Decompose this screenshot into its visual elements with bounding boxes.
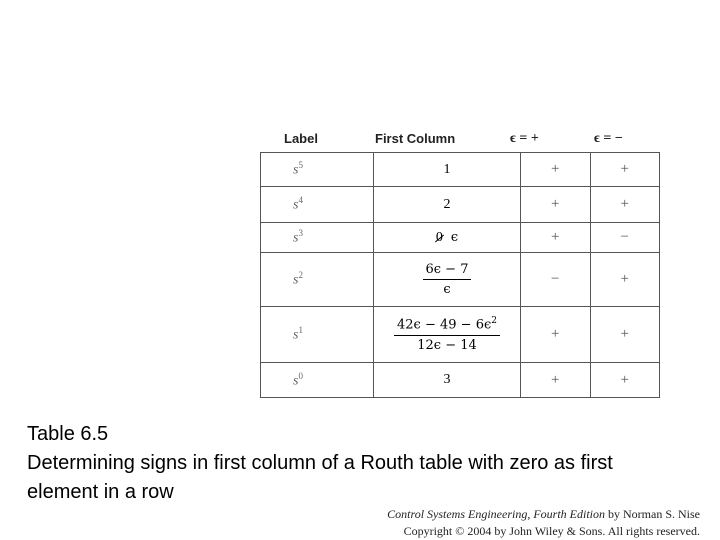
table-row [261, 187, 660, 223]
sign-negative-cell: + [590, 253, 660, 307]
row-label: $s^4$ [261, 187, 374, 223]
row-label: $s^1$ [261, 307, 374, 363]
first-column-cell [374, 307, 521, 363]
sign-positive-cell: + [521, 153, 591, 187]
sign-negative-cell: + [590, 187, 660, 223]
header-epsilon-positive: ϵ = + [510, 131, 539, 146]
routh-table [260, 152, 660, 398]
book-title: Control Systems Engineering, Fourth Edition [387, 507, 605, 521]
sign-negative-cell: + [590, 153, 660, 187]
table-row [261, 223, 660, 253]
row-label: $s^0$ [261, 363, 374, 398]
header-first-column: First Column [375, 131, 456, 146]
sign-positive-cell: + [521, 187, 591, 223]
first-column-cell: 2 [374, 187, 521, 223]
table-row [261, 363, 660, 398]
row-label: $s^3$ [261, 223, 374, 253]
row-label: $s^5$ [261, 153, 374, 187]
struck-zero: 0 [435, 229, 443, 245]
book-author: by Norman S. Nise [605, 507, 700, 521]
epsilon-value: ϵ [450, 229, 459, 245]
fraction [394, 316, 500, 352]
copyright-credits [387, 506, 700, 540]
header-epsilon-negative: ϵ = − [594, 131, 623, 146]
fraction [423, 262, 472, 297]
caption-text: Determining signs in first column of a Routh table with zero as first element in a row [27, 452, 613, 503]
sign-positive-cell: + [521, 223, 591, 253]
table-row [261, 307, 660, 363]
table-caption [27, 420, 667, 507]
sign-negative-cell: − [590, 223, 660, 253]
first-column-cell [374, 223, 521, 253]
copyright-line: Copyright © 2004 by John Wiley & Sons. All rights reserved. [403, 524, 700, 538]
fraction-numerator: 6ϵ − 7 [423, 262, 472, 280]
fraction-denominator: ϵ [443, 282, 451, 297]
first-column-cell: 1 [374, 153, 521, 187]
header-label: Label [284, 131, 318, 146]
fraction-numerator: $42\epsilon - 49 - 6\epsilon^2$ [394, 316, 500, 335]
first-column-cell: 3 [374, 363, 521, 398]
sign-positive-cell: + [521, 307, 591, 363]
caption-title: Table 6.5 [27, 423, 109, 445]
sign-negative-cell: + [590, 307, 660, 363]
fraction-denominator: 12ϵ − 14 [417, 337, 477, 353]
book-credit [387, 506, 700, 523]
sign-negative-cell: + [590, 363, 660, 398]
sign-positive-cell: + [521, 363, 591, 398]
table-row [261, 253, 660, 307]
first-column-cell [374, 253, 521, 307]
sign-positive-cell: − [521, 253, 591, 307]
table-row [261, 153, 660, 187]
row-label: $s^2$ [261, 253, 374, 307]
